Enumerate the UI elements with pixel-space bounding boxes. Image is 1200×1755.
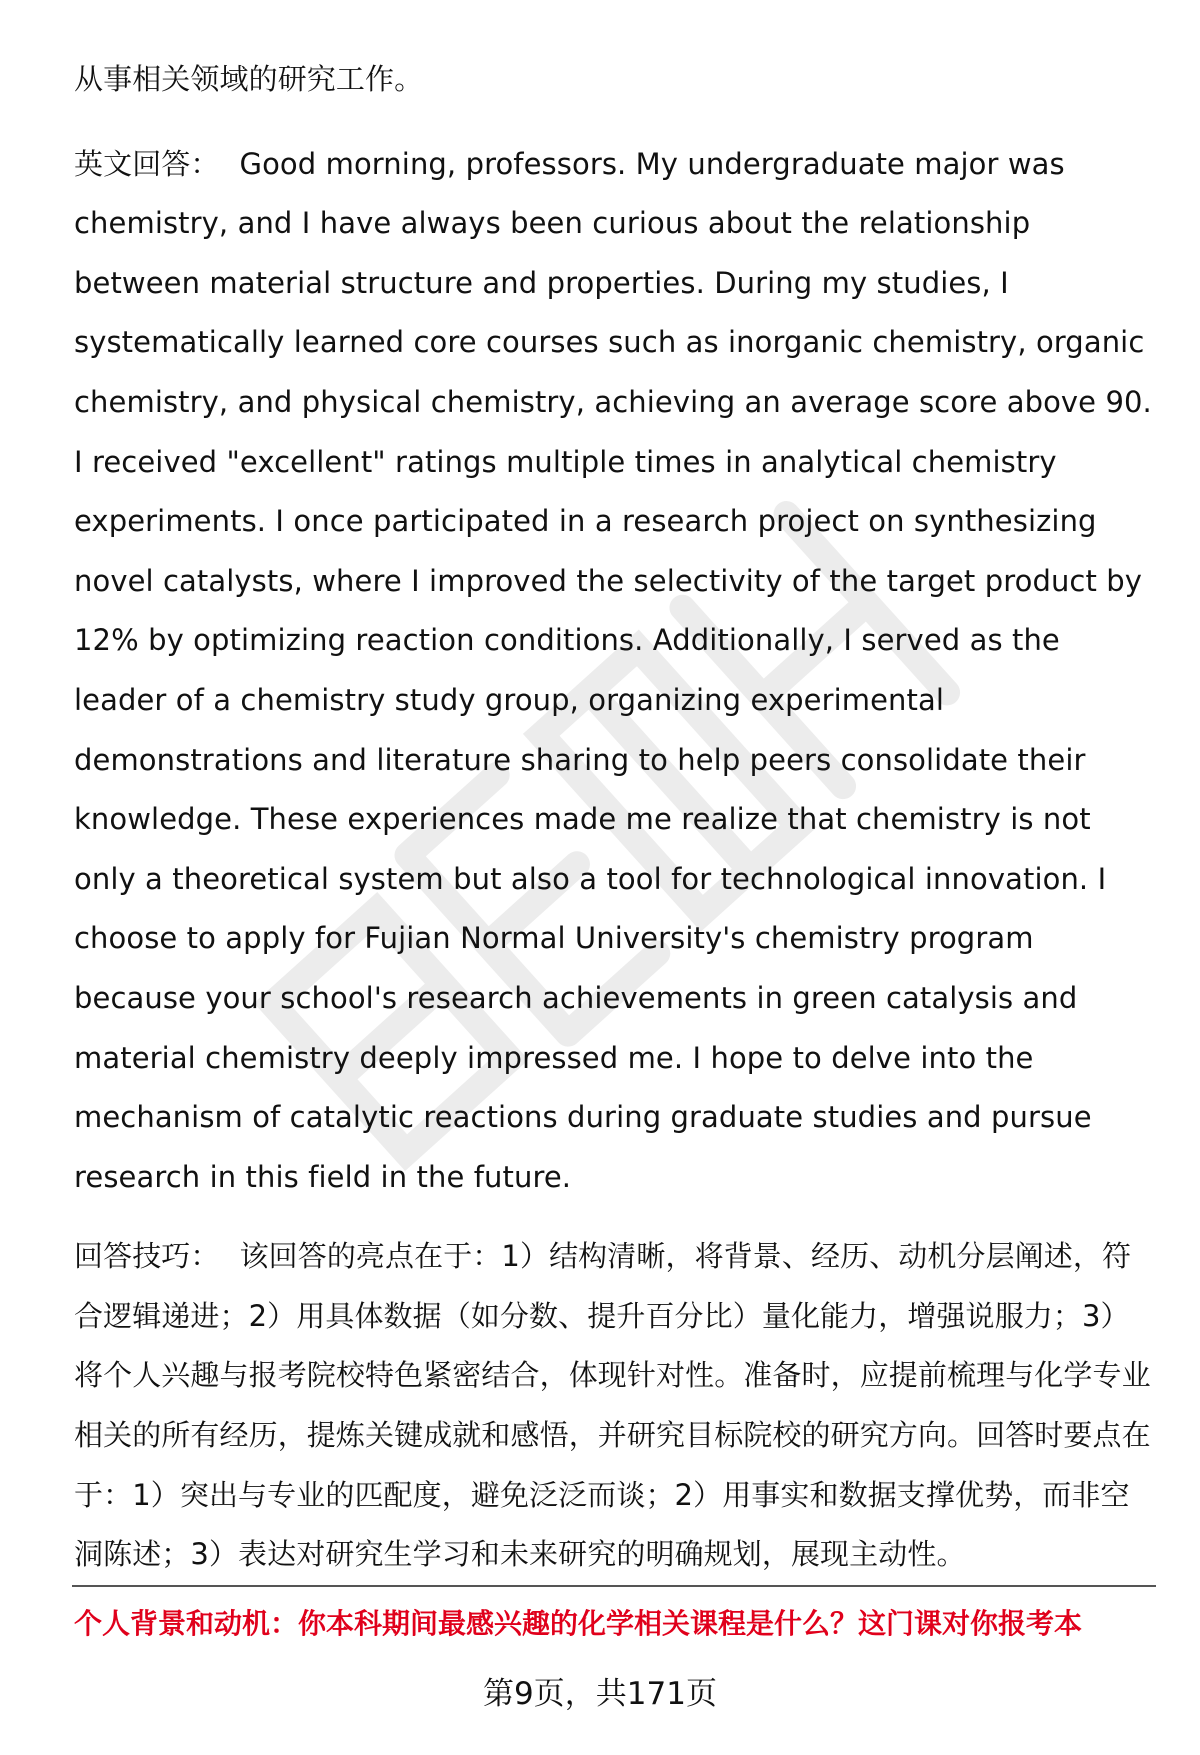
section-divider [72,1585,1156,1587]
next-question-heading: 个人背景和动机：你本科期间最感兴趣的化学相关课程是什么？这门课对你报考本 [74,1607,1083,1640]
document-body [74,50,1154,1585]
english-answer-paragraph [74,135,1154,1208]
page-number-footer: 第9页，共171页 [483,1676,717,1712]
answer-tips-label: 回答技巧： [74,1239,220,1274]
english-answer-label: 英文回答： [74,146,220,181]
intro-tail-text: 从事相关领域的研究工作。 [74,62,424,96]
answer-tips-paragraph [74,1227,1154,1585]
answer-tips-text: 该回答的亮点在于：1）结构清晰，将背景、经历、动机分层阐述，符合逻辑递进；2）用具体数据（如分数、提升百分比）量化能力，增强说服力；3）将个人兴趣与报考院校特色紧密结合，体现针对性。准备时，应提前梳理与化学专业相关的所有经历，提炼关键成就和感悟，并研究目标院校的研究方向。回答时要点在于：1）突出与专业的匹配度，避免泛泛而谈；2）用事实和数据支撑优势，而非空洞陈述；3）表达对研究生学习和未来研究的明确规划，展现主动性。 [74,1239,1151,1572]
english-answer-text: Good morning, professors. My undergraduate major was chemistry, and I have always been curious about the relationship between material structure and properties. During my studies, I systematically learned core courses such as inorganic chemistry, organic chemistry, and physical chemistry, achieving an average score above 90. I received "excellent" ratings multiple times in analytical chemistry experiments. I once participated in a research project on synthesizing novel catalysts, where I improved the selectivity of the target product by 12% by optimizing reaction conditions. Additionally, I served as the leader of a chemistry study group, organizing experimental demonstrations and literature sharing to help peers consolidate their knowledge. These experiences made me realize that chemistry is not only a theoretical system but also a tool for technological innovation. I choose to apply for Fujian Normal University's chemistry program because your school's research achievements in green catalysis and material chemistry deeply impressed me. I hope to delve into the mechanism of catalytic reactions during graduate studies and pursue research in this field in the future. [74,146,1152,1194]
